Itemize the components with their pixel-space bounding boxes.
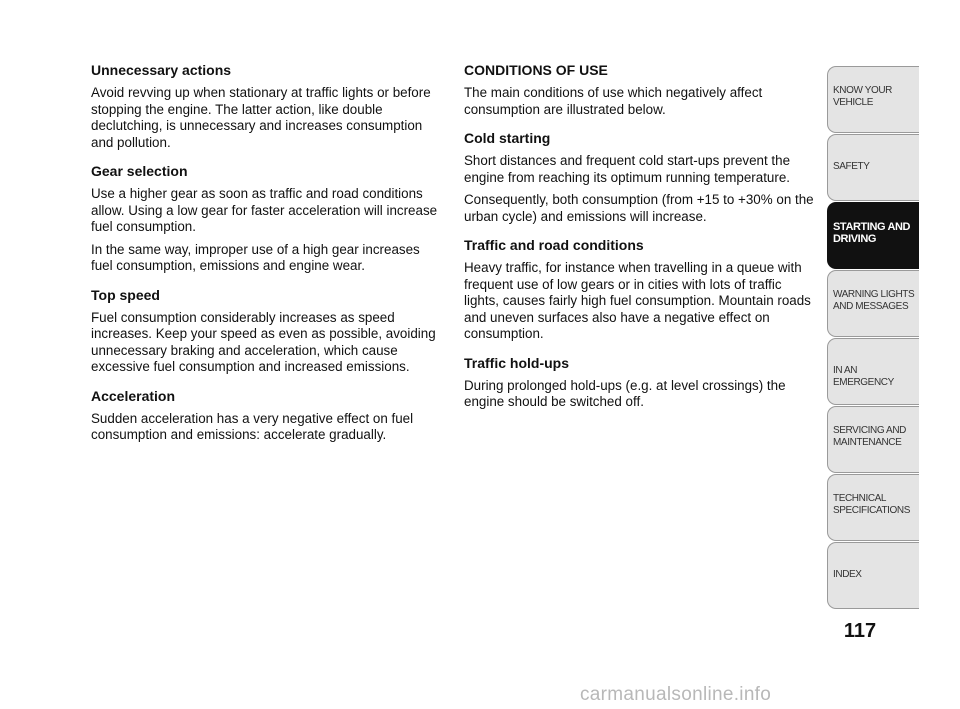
left-column: [91, 62, 441, 456]
section-heading: Acceleration: [91, 387, 176, 404]
tab-label: SERVICING AND MAINTENANCE: [833, 425, 906, 448]
right-column: [464, 62, 814, 423]
section-heading: Gear selection: [91, 163, 188, 179]
section-conditions-of-use: [464, 62, 814, 118]
tab-label: IN AN EMERGENCY: [833, 365, 894, 388]
section-cold-starting: [464, 130, 814, 225]
tab-label: KNOW YOUR VEHICLE: [833, 85, 892, 108]
section-acceleration: [91, 388, 441, 444]
tab-label: TECHNICAL SPECIFICATIONS: [833, 493, 911, 516]
tab-servicing-maintenance[interactable]: [827, 406, 919, 473]
section-heading: Traffic and road conditions: [464, 237, 644, 253]
section-paragraph: During prolonged hold-ups (e.g. at level crossings) the engine should be switched off.: [464, 377, 786, 409]
section-top-speed: [91, 287, 441, 376]
tab-know-your-vehicle[interactable]: [827, 66, 919, 133]
section-traffic-hold-ups: [464, 355, 814, 411]
section-gear-selection: [91, 163, 441, 275]
tab-warning-lights[interactable]: [827, 270, 919, 337]
tab-label: WARNING LIGHTS AND MESSAGES: [833, 289, 915, 312]
tab-safety[interactable]: [827, 134, 919, 201]
section-paragraph: Heavy traffic, for instance when travelling in a queue with frequent use of low gears or in cities with lots of traffic lights, causes fairly high fuel consumption. Mountain roads and uneven surfaces also have a negative effect on consumption.: [464, 260, 811, 341]
section-unnecessary-actions: [91, 62, 441, 151]
section-heading: CONDITIONS OF USE: [464, 62, 608, 78]
page-number: 117: [843, 620, 877, 642]
section-heading: Top speed: [91, 286, 160, 303]
section-paragraph: Avoid revving up when stationary at traffic lights or before stopping the engine. The latter action, like double declutching, is unnecessary and increases consumption and pollution.: [91, 85, 431, 150]
section-heading: Unnecessary actions: [91, 62, 232, 78]
tab-in-an-emergency[interactable]: [827, 338, 919, 405]
tab-label: SAFETY: [833, 161, 870, 172]
section-paragraph: Fuel consumption considerably increases as speed increases. Keep your speed as even as possible, avoiding unnecessary braking and acceleration, which cause excessive fuel consumption and increased emissions.: [91, 309, 436, 374]
tab-label: STARTING AND DRIVING: [833, 221, 911, 245]
section-paragraph: Consequently, both consumption (from +15 to +30% on the urban cycle) and emissions will increase.: [464, 192, 814, 224]
section-paragraph: Use a higher gear as soon as traffic and road conditions allow. Using a low gear for faster acceleration will increase fuel consumption.: [91, 186, 438, 234]
tab-label: INDEX: [833, 569, 862, 580]
section-traffic-road-conditions: [464, 237, 814, 343]
tab-technical-specifications[interactable]: [827, 474, 919, 541]
section-heading: Traffic hold-ups: [464, 354, 569, 371]
tab-index[interactable]: [827, 542, 919, 609]
chapter-tabs-sidebar: [827, 66, 919, 610]
section-paragraph: In the same way, improper use of a high gear increases fuel consumption, emissions and engine wear.: [91, 241, 420, 273]
watermark-text: carmanualsonline.info: [580, 684, 772, 705]
section-paragraph: Sudden acceleration has a very negative effect on fuel consumption and emissions: accelerate gradually.: [91, 410, 414, 442]
section-heading: Cold starting: [464, 130, 551, 146]
tab-starting-and-driving[interactable]: [827, 202, 919, 269]
section-paragraph: The main conditions of use which negatively affect consumption are illustrated below.: [464, 85, 763, 117]
section-paragraph: Short distances and frequent cold start-ups prevent the engine from reaching its optimum running temperature.: [464, 153, 791, 185]
